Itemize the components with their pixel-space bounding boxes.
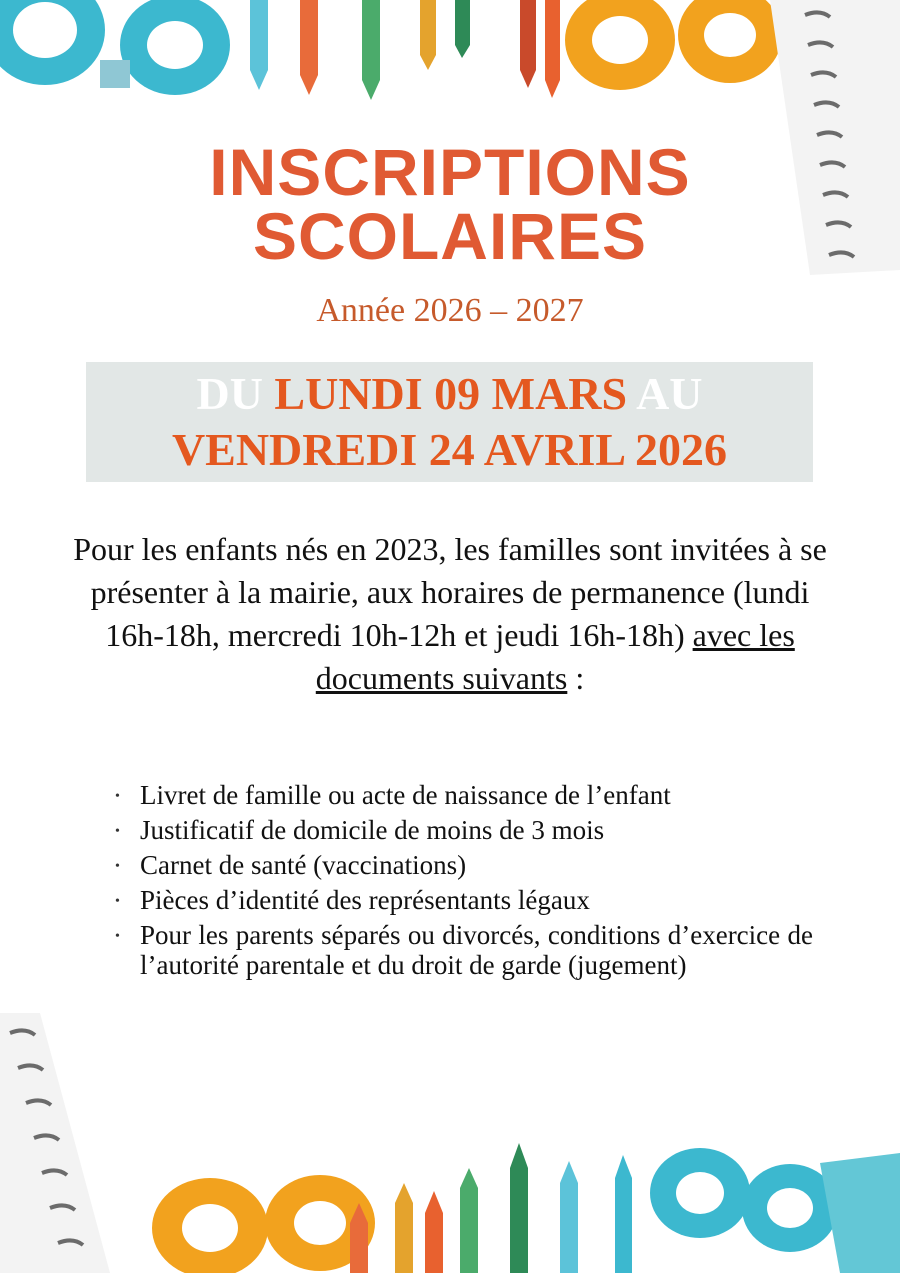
orange-scissors-bottom bbox=[152, 1175, 375, 1273]
list-item: • Justificatif de domicile de moins de 3 mois bbox=[115, 815, 605, 845]
title-line-2: SCOLAIRES bbox=[252, 199, 648, 273]
bullet-icon: • bbox=[115, 789, 120, 804]
orange-scissors bbox=[565, 0, 782, 90]
colored-pencils bbox=[250, 0, 560, 100]
bullet-icon: • bbox=[115, 894, 120, 909]
intro-paragraph bbox=[70, 528, 830, 700]
school-supplies-illustration-bottom bbox=[0, 1013, 900, 1273]
intro-text: Pour les enfants nés en 2023, les familles sont invitées à se présenter à la mairie, aux horaires de permanence (lundi 16h-18h, mercredi 10h-12h et jeudi 16h-18h) bbox=[73, 531, 827, 653]
period-line-1 bbox=[86, 366, 813, 422]
turquoise-scissors bbox=[0, 0, 230, 95]
intro-end: : bbox=[567, 660, 585, 696]
intro-underlined-text: avec les documents suivants bbox=[315, 617, 795, 696]
bullet-icon: • bbox=[115, 929, 120, 944]
bullet-icon: • bbox=[115, 824, 120, 839]
list-item: • Pour les parents séparés ou divorcés, conditions d’exercice de l’autorité parentale et du droit de garde (jugement) bbox=[115, 920, 813, 980]
period-line-2 bbox=[86, 422, 813, 478]
list-item: • Pièces d’identité des représentants légaux bbox=[115, 885, 590, 915]
period-au: AU bbox=[636, 368, 703, 419]
colored-pencils-bottom bbox=[350, 1143, 632, 1273]
period-end-date: VENDREDI 24 AVRIL 2026 bbox=[171, 424, 728, 475]
required-documents-list bbox=[110, 780, 813, 985]
period-du: DU bbox=[196, 368, 263, 419]
spiral-notebook-bottom bbox=[0, 1013, 110, 1273]
period-start-date: LUNDI 09 MARS bbox=[274, 368, 628, 419]
poster-title bbox=[0, 135, 900, 273]
school-year: Année 2026 – 2027 bbox=[316, 292, 584, 329]
registration-period-box bbox=[86, 362, 813, 482]
list-item: • Carnet de santé (vaccinations) bbox=[115, 850, 467, 880]
bullet-icon: • bbox=[115, 859, 120, 874]
list-item: • Livret de famille ou acte de naissance de l’enfant bbox=[115, 780, 671, 810]
title-line-1: INSCRIPTIONS bbox=[209, 135, 691, 209]
turquoise-scissors-bottom bbox=[650, 1148, 900, 1273]
